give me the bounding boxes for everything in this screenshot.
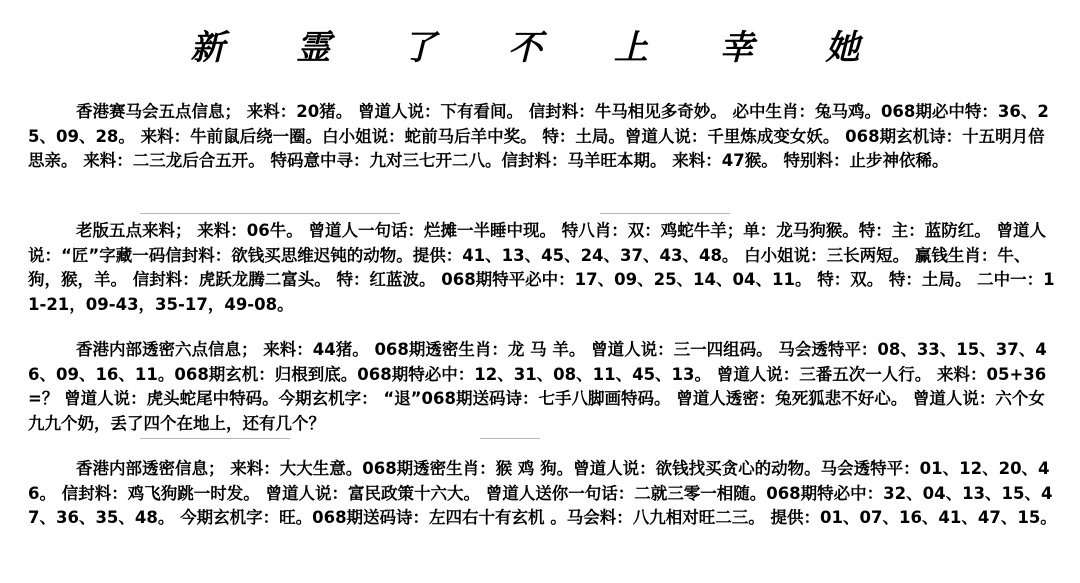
scan-noise-line: [140, 438, 290, 439]
info-paragraph-3: 香港内部透密六点信息； 来料：44猪。 068期透密生肖：龙 马 羊。 曾道人说：三一四组码。 马会透特平：08、33、15、37、46、09、16、11。068期玄机：归根到底。068期特必中：12、31、08、11、45、13。 曾道人说：三番五次一人行。 来料：05+36=？ 曾道人说：虎头蛇尾中特码。今期玄机字： “退”068期送码诗：七手八脚画特码。 曾道人透密：兔死狐悲不好心。 曾道人说：六个女九九个奶，丢了四个在地上，还有几个？: [28, 340, 1047, 433]
scan-noise-line: [600, 213, 730, 214]
scan-noise-line: [140, 213, 400, 214]
info-paragraph-1: 香港赛马会五点信息； 来料：20猪。 曾道人说：下有看间。 信封料：牛马相见多奇妙。 必中生肖：兔马鸡。068期必中特：36、25、09、28。 来料：牛前鼠后绕一圈。白小姐说：蛇前马后羊中奖。 特：土局。曾道人说：千里炼成变女妖。 068期玄机诗：十五明月倍思亲。 来料：二三龙后合五开。 特码意中寻：九对三七开二八。信封料：马羊旺本期。 来料：47猴。 特别料：止步神依稀。: [28, 102, 1049, 170]
page-title: 新 霊 了 不 上 幸 她: [190, 28, 890, 68]
info-paragraph-4: 香港内部透密信息； 来料：大大生意。068期透密生肖：猴 鸡 狗。曾道人说：欲钱找买贪心的动物。马会透特平：01、12、20、46。 信封料：鸡飞狗跳一时发。 曾道人说：富民政策十六大。 曾道人送你一句话：二就三零一相随。068期特必中：32、04、13、15、47、36、35、48。 今期玄机字：旺。068期送码诗：左四右十有玄机 。马会料：八九相对旺二三。 提供：01、07、16、41、47、15。: [28, 459, 1057, 527]
scan-noise-line: [480, 438, 540, 439]
info-paragraph-2: 老版五点来料； 来料：06牛。 曾道人一句话：烂摊一半睡中现。 特八肖：双：鸡蛇牛羊；单：龙马狗猴。特：主：蓝防红。 曾道人说：“匠”字藏一码信封料：欲钱买思维迟钝的动物。提供：41、13、45、24、37、43、48。 白小姐说：三长两短。 赢钱生肖：牛、狗，猴，羊。 信封料：虎跃龙腾二富头。 特：红蓝波。 068期特平必中：17、09、25、14、04、11。 特：双。 特：土局。 二中一：11-21，09-43，35-17，49-08。: [28, 221, 1055, 314]
